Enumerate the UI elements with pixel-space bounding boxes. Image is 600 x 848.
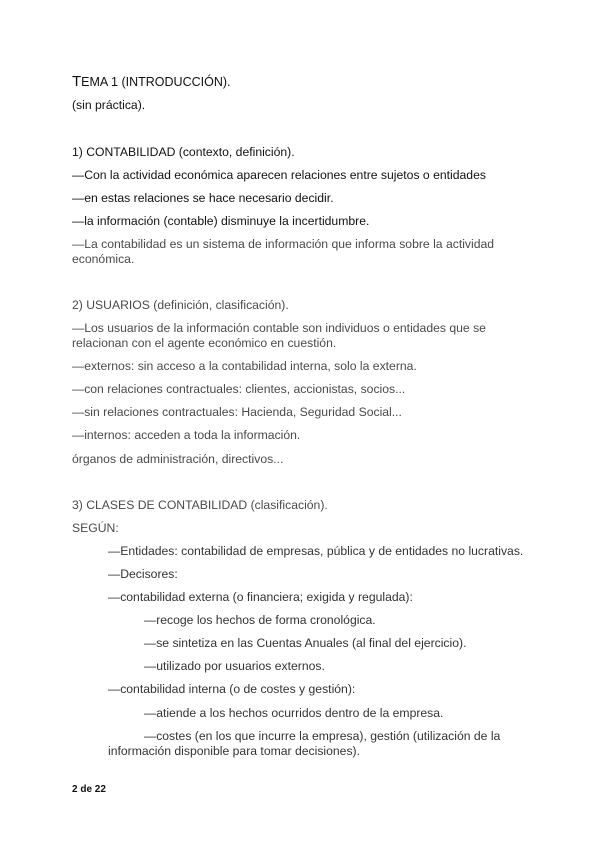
section3-line: —se sintetiza en las Cuentas Anuales (al final del ejercicio). <box>144 636 467 650</box>
section2-line: órganos de administración, directivos... <box>72 452 284 466</box>
section3-line: —costes (en los que incurre la empresa), gestión (utilización de la <box>144 729 501 743</box>
section2-line: —con relaciones contractuales: clientes, accionistas, socios... <box>72 382 406 396</box>
section3-line: información disponible para tomar decisiones). <box>108 744 361 758</box>
section1-heading: 1) CONTABILIDAD (contexto, definición). <box>72 145 295 159</box>
section3-segun: SEGÚN: <box>72 521 119 535</box>
section1-line: —en estas relaciones se hace necesario decidir. <box>72 191 334 205</box>
section2-heading: 2) USUARIOS (definición, clasificación). <box>72 298 289 312</box>
section3-line: —contabilidad interna (o de costes y gestión): <box>108 682 356 696</box>
section3-line: —Entidades: contabilidad de empresas, pública y de entidades no lucrativas. <box>108 544 524 558</box>
section3-line: —recoge los hechos de forma cronológica. <box>144 613 376 627</box>
section2-line: —Los usuarios de la información contable son individuos o entidades que se <box>72 321 486 335</box>
page-number: 2 de 22 <box>72 784 106 795</box>
section1-line: —La contabilidad es un sistema de información que informa sobre la actividad <box>72 237 495 251</box>
section3-line: —atiende a los hechos ocurridos dentro de la empresa. <box>144 706 444 720</box>
section3-line: —utilizado por usuarios externos. <box>144 659 325 673</box>
section3-line: —contabilidad externa (o financiera; exigida y regulada): <box>108 590 413 604</box>
section1-line: económica. <box>72 252 135 266</box>
section2-line: relacionan con el agente económico en cuestión. <box>72 336 337 350</box>
section3-line: —Decisores: <box>108 567 178 581</box>
section2-line: —externos: sin acceso a la contabilidad interna, solo la externa. <box>72 359 417 373</box>
section3-heading: 3) CLASES DE CONTABILIDAD (clasificación). <box>72 498 328 512</box>
subtitle: (sin práctica). <box>72 98 146 112</box>
section1-line: —Con la actividad económica aparecen relaciones entre sujetos o entidades <box>72 168 486 182</box>
section2-line: —internos: acceden a toda la información. <box>72 428 301 442</box>
section1-line: —la información (contable) disminuye la incertidumbre. <box>72 214 370 228</box>
section2-line: —sin relaciones contractuales: Hacienda, Seguridad Social... <box>72 405 402 419</box>
page-title: TEMA 1 (INTRODUCCIÓN). <box>72 73 231 90</box>
